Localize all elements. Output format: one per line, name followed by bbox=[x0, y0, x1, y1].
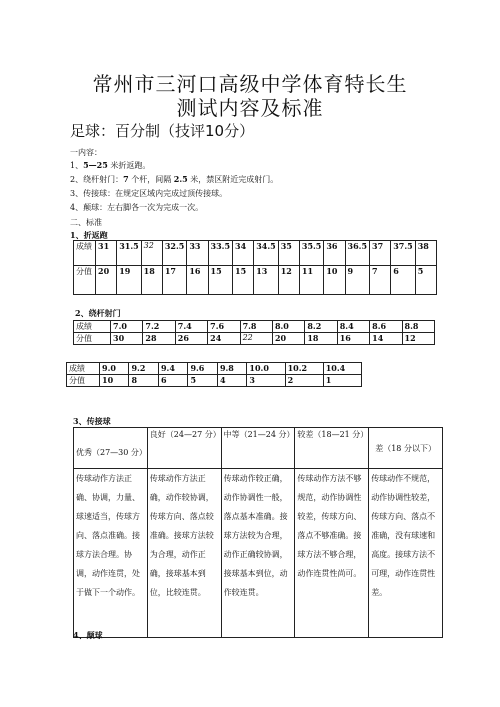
table-cell: 34.5 bbox=[254, 241, 278, 266]
table-cell: 9.0 bbox=[100, 363, 129, 375]
content-item-2 bbox=[70, 174, 278, 185]
item-text: 个杆，间隔 bbox=[128, 175, 174, 184]
content-item-4 bbox=[70, 202, 203, 213]
title-line-2: 测试内容及标准 bbox=[176, 96, 324, 120]
table-row bbox=[74, 321, 435, 333]
table-cell: 19 bbox=[117, 266, 141, 295]
content-item-3 bbox=[70, 188, 227, 199]
table-cell: 成绩 bbox=[67, 363, 100, 375]
table-cell: 18 bbox=[141, 266, 162, 295]
table-row bbox=[74, 241, 437, 266]
table-cell: 9.4 bbox=[158, 363, 187, 375]
table-cell: 20 bbox=[272, 333, 304, 345]
title-line-1: 常州市三河口高级中学体育特长生 bbox=[92, 72, 408, 96]
sub-heading-dribble: 2、绕杆射门 bbox=[75, 308, 121, 318]
table-cell: 3 bbox=[247, 375, 285, 387]
table-header-cell: 较差（18—21 分） bbox=[295, 428, 369, 469]
table-cell: 8.4 bbox=[337, 321, 369, 333]
sub-heading-shuttle: 1、折返跑 bbox=[70, 230, 108, 240]
table-cell: 24 bbox=[208, 333, 240, 345]
table-row bbox=[74, 469, 443, 638]
table-cell: 31.5 bbox=[117, 241, 141, 266]
table-cell: 9 bbox=[345, 266, 369, 295]
table-cell: 2 bbox=[285, 375, 323, 387]
table-cell: 33.5 bbox=[208, 241, 232, 266]
table-cell: 7 bbox=[370, 266, 391, 295]
table-cell: 15 bbox=[208, 266, 232, 295]
table-cell: 16 bbox=[187, 266, 208, 295]
table-cell: 分值 bbox=[74, 333, 111, 345]
passing-table bbox=[73, 427, 443, 638]
item-text: 传接球：在规定区域内完成过顶传接球。 bbox=[83, 189, 228, 198]
table-cell: 7.4 bbox=[175, 321, 207, 333]
table-header-cell: 良好（24—27 分） bbox=[147, 428, 221, 469]
table-cell: 13 bbox=[254, 266, 278, 295]
sub-heading-passing: 3、传接球 bbox=[73, 416, 111, 426]
table-cell: 7.6 bbox=[208, 321, 240, 333]
table-cell: 9.6 bbox=[188, 363, 217, 375]
table-cell: 35 bbox=[278, 241, 299, 266]
table-cell: 32.5 bbox=[162, 241, 186, 266]
dribble-table-2 bbox=[66, 362, 362, 387]
table-cell: 5 bbox=[188, 375, 217, 387]
item-text: 颠球：左右脚各一次为完成一次。 bbox=[83, 203, 204, 212]
table-cell: 9.2 bbox=[129, 363, 158, 375]
table-cell: 37 bbox=[370, 241, 391, 266]
table-cell: 14 bbox=[370, 333, 402, 345]
table-cell: 7.0 bbox=[111, 321, 143, 333]
table-cell: 12 bbox=[278, 266, 299, 295]
table-cell: 16 bbox=[337, 333, 369, 345]
item-number: 4、 bbox=[70, 203, 84, 212]
table-cell: 22 bbox=[240, 333, 272, 345]
table-cell: 12 bbox=[402, 333, 434, 345]
table-cell: 传球动作方法正确、协调，力量、球速适当，传球方向、落点准确。接球方法合理。协调，动作连贯，处于做下一个动作。 bbox=[74, 469, 148, 638]
item-text: 米，禁区附近完成射门。 bbox=[187, 175, 279, 184]
table-cell: 分值 bbox=[67, 375, 100, 387]
table-cell: 7.8 bbox=[240, 321, 272, 333]
table-cell: 32 bbox=[141, 241, 162, 266]
content-item-1 bbox=[70, 160, 150, 171]
table-header-cell: 差（18 分以下） bbox=[369, 428, 443, 469]
item-text: 米折返跑。 bbox=[107, 161, 151, 170]
table-cell: 37.5 bbox=[391, 241, 415, 266]
table-cell: 成绩 bbox=[74, 241, 96, 266]
item-number: 3、 bbox=[70, 189, 84, 198]
table-cell: 7.2 bbox=[143, 321, 175, 333]
item-number: 2、 bbox=[70, 175, 84, 184]
table-cell: 28 bbox=[143, 333, 175, 345]
table-header-cell: 中等（21—24 分） bbox=[221, 428, 295, 469]
table-cell: 传球动作不规范，动作协调性较差，传球方向、落点不准确，没有球速和高度。接球方法不可理，动作连贯性差。 bbox=[369, 469, 443, 638]
table-cell: 10.4 bbox=[323, 363, 361, 375]
shuttle-run-table bbox=[73, 240, 437, 295]
section2-heading: 二、标准 bbox=[70, 218, 102, 227]
table-cell: 26 bbox=[175, 333, 207, 345]
item-bold: 5—25 bbox=[83, 160, 108, 170]
table-cell: 34 bbox=[233, 241, 254, 266]
sub-heading-juggling: 4、颠球 bbox=[73, 630, 103, 640]
table-cell: 10 bbox=[324, 266, 345, 295]
table-cell: 6 bbox=[391, 266, 415, 295]
table-row bbox=[74, 333, 435, 345]
table-header-cell: 优秀（27—30 分） bbox=[74, 428, 148, 469]
item-text: 绕杆射门： bbox=[83, 175, 124, 184]
table-cell: 8.6 bbox=[370, 321, 402, 333]
table-cell: 36.5 bbox=[345, 241, 369, 266]
item-number: 1、 bbox=[70, 161, 84, 170]
table-cell: 31 bbox=[96, 241, 117, 266]
table-cell: 9.8 bbox=[217, 363, 246, 375]
table-cell: 20 bbox=[96, 266, 117, 295]
table-cell: 10 bbox=[100, 375, 129, 387]
table-row bbox=[74, 266, 437, 295]
item-bold: 2.5 bbox=[173, 174, 188, 184]
table-cell: 传球动作方法正确，动作较协调，传球方向、落点较准确。接球方法较为合理，动作正确，接球基本到位，比较连贯。 bbox=[147, 469, 221, 638]
table-cell: 17 bbox=[162, 266, 186, 295]
table-cell: 成绩 bbox=[74, 321, 111, 333]
table-cell: 10.2 bbox=[285, 363, 323, 375]
table-cell: 38 bbox=[415, 241, 436, 266]
subtitle: 足球：百分制（技评10分） bbox=[70, 122, 255, 140]
table-cell: 10.0 bbox=[247, 363, 285, 375]
section1-heading: 一内容： bbox=[70, 148, 102, 157]
dribble-table-1 bbox=[73, 320, 435, 345]
table-cell: 8.0 bbox=[272, 321, 304, 333]
table-cell: 8.2 bbox=[305, 321, 337, 333]
table-cell: 6 bbox=[158, 375, 187, 387]
table-row bbox=[67, 375, 362, 387]
table-cell: 分值 bbox=[74, 266, 96, 295]
table-cell: 传球动作方法不够规范，动作协调性较差，传球方向、落点不够准确。接球方法不够合理，动作连贯性尚可。 bbox=[295, 469, 369, 638]
table-cell: 18 bbox=[305, 333, 337, 345]
item-bold: 7 bbox=[123, 174, 129, 184]
table-cell: 5 bbox=[415, 266, 436, 295]
table-cell: 33 bbox=[187, 241, 208, 266]
table-cell: 8.8 bbox=[402, 321, 434, 333]
table-cell: 11 bbox=[299, 266, 323, 295]
table-row bbox=[74, 428, 443, 469]
table-cell: 1 bbox=[323, 375, 361, 387]
table-cell: 8 bbox=[129, 375, 158, 387]
table-cell: 36 bbox=[324, 241, 345, 266]
table-cell: 15 bbox=[233, 266, 254, 295]
table-cell: 传球动作较正确，动作协调性一般，落点基本准确。接球方法较为合理，动作正确较协调，接球基本到位，动作较连贯。 bbox=[221, 469, 295, 638]
table-cell: 35.5 bbox=[299, 241, 323, 266]
table-cell: 30 bbox=[111, 333, 143, 345]
table-cell: 4 bbox=[217, 375, 246, 387]
table-row bbox=[67, 363, 362, 375]
